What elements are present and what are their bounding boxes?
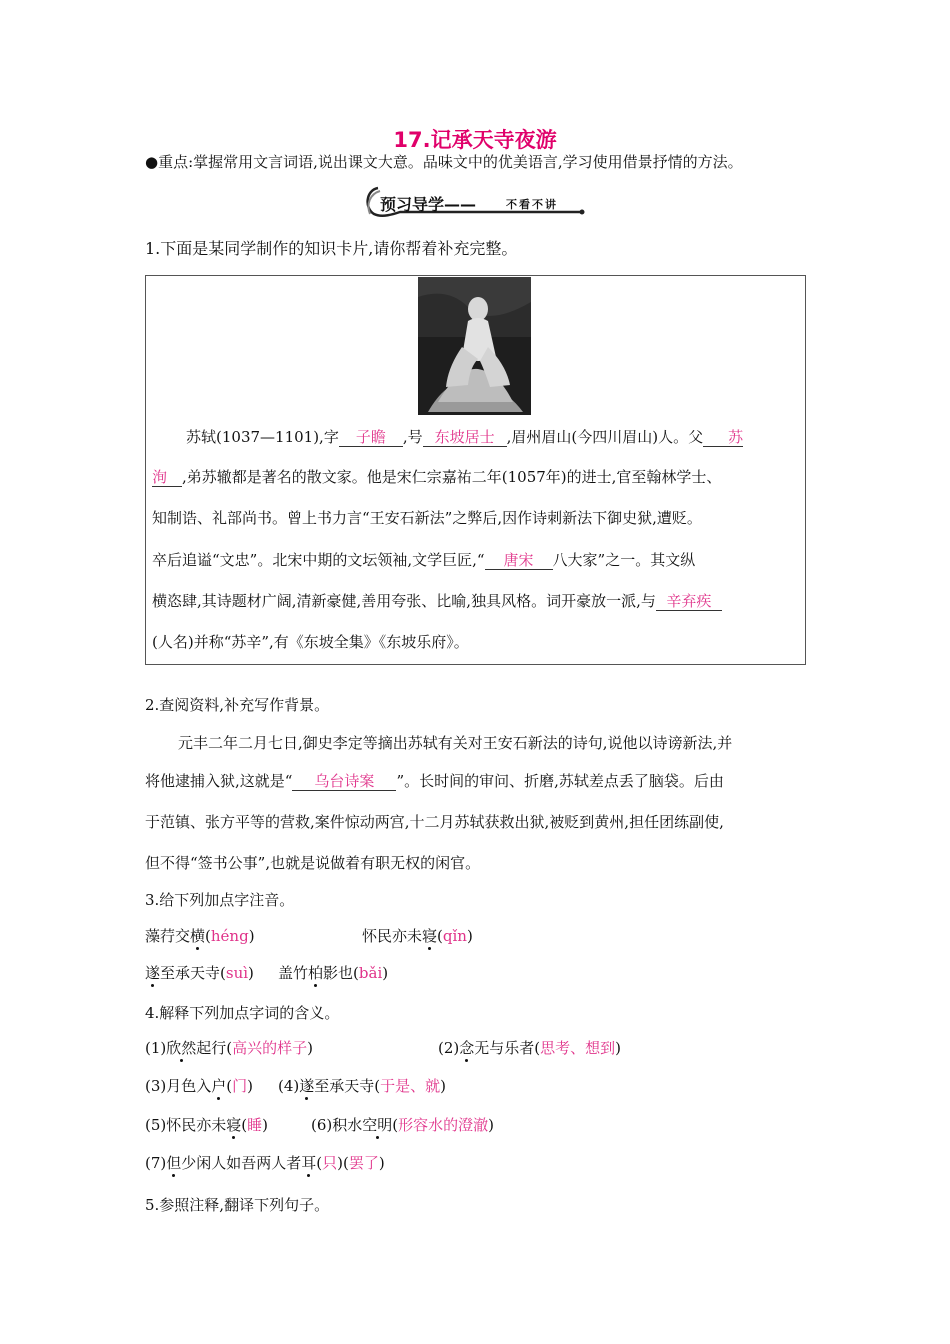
answer-meaning-3: 门: [232, 1077, 248, 1095]
answer-dynasties: 唐宋: [503, 551, 534, 569]
q4-item-3: (3)月色入户(门): [145, 1077, 253, 1095]
answer-pinyin-1: héng: [210, 927, 249, 945]
q2-line-4: 但不得“签书公事”,也就是说做着有职无权的闲官。: [145, 854, 481, 872]
answer-pinyin-3: suì: [225, 964, 249, 982]
q2-prompt: 2.查阅资料,补充写作背景。: [145, 696, 330, 714]
q4-item-6: (6)积水空明(形容水的澄澈): [311, 1116, 494, 1134]
answer-meaning-4: 于是、就: [380, 1077, 441, 1095]
answer-pinyin-2: qǐn: [442, 927, 467, 945]
answer-courtesy-name: 子瞻: [355, 428, 386, 446]
banner-main: 预习导学——: [380, 195, 477, 214]
answer-meaning-1: 高兴的样子: [232, 1039, 308, 1057]
answer-father-1: 苏: [728, 428, 744, 446]
bio-line-2: 洵 ,弟苏辙都是著名的散文家。他是宋仁宗嘉祐二年(1057年)的进士,官至翰林学士、: [152, 468, 722, 486]
answer-father-2: 洵: [152, 468, 168, 486]
q4-item-4: (4)遂至承天寺(于是、就): [278, 1077, 447, 1095]
answer-meaning-7b: 罢了: [348, 1154, 379, 1172]
q2-line-2: 将他逮捕入狱,这就是“ 乌台诗案 ”。长时间的审问、折磨,苏轼差点丢了脑袋。后由: [145, 772, 724, 790]
answer-meaning-2: 思考、想到: [540, 1039, 616, 1057]
q4-item-2: (2)念无与乐者(思考、想到): [438, 1039, 622, 1057]
q3-item-1: 藻荇交横(héng): [145, 927, 255, 945]
q3-item-3: 遂至承天寺(suì): [145, 964, 254, 982]
q3-prompt: 3.给下列加点字注音。: [145, 891, 295, 909]
bio-line-6: (人名)并称“苏辛”,有《东坡全集》《东坡乐府》。: [152, 633, 469, 651]
q2-line-3: 于范镇、张方平等的营救,案件惊动两宫,十二月苏轼获救出狱,被贬到黄州,担任团练副使,: [145, 813, 724, 831]
answer-pseudonym: 东坡居士: [434, 428, 495, 446]
answer-meaning-7a: 只: [322, 1154, 338, 1172]
page-title: 17.记承天寺夜游: [393, 128, 557, 152]
q4-item-7: (7)但少闲人如吾两人者耳(只)(罢了): [145, 1154, 385, 1172]
bio-line-1: 苏轼(1037—1101),字 子瞻 ,号 东坡居士 ,眉州眉山(今四川眉山)人。父 苏: [186, 428, 744, 446]
answer-meaning-5: 睡: [247, 1116, 263, 1134]
q4-item-5: (5)怀民亦未寝(睡): [145, 1116, 268, 1134]
q5-prompt: 5.参照注释,翻译下列句子。: [145, 1196, 330, 1214]
bio-line-5: 横恣肆,其诗题材广阔,清新豪健,善用夸张、比喻,独具风格。词开豪放一派,与 辛弃疾: [152, 591, 722, 611]
q3-item-2: 怀民亦未寝(qǐn): [362, 927, 473, 945]
section-banner: [360, 184, 590, 220]
banner-sub: 不看不讲: [506, 198, 558, 211]
answer-case: 乌台诗案: [314, 772, 375, 790]
bio-line-3: 知制诰、礼部尚书。曾上书力言“王安石新法”之弊后,因作诗刺新法下御史狱,遭贬。: [152, 509, 702, 527]
portrait-image: [418, 277, 531, 415]
focus-line: ●重点:掌握常用文言词语,说出课文大意。品味文中的优美语言,学习使用借景抒情的方法。: [145, 153, 743, 171]
answer-meaning-6: 形容水的澄澈: [398, 1116, 489, 1134]
q4-item-1: (1)欣然起行(高兴的样子): [145, 1039, 314, 1057]
q3-item-4: 盖竹柏影也(bǎi): [278, 964, 389, 982]
answer-poet: 辛弃疾: [666, 592, 712, 610]
answer-pinyin-4: bǎi: [358, 964, 383, 982]
bio-line-4: 卒后追谥“文忠”。北宋中期的文坛领袖,文学巨匠,“ 唐宋 八大家”之一。其文纵: [152, 551, 696, 569]
q2-line-1: 元丰二年二月七日,御史李定等摘出苏轼有关对王安石新法的诗句,说他以诗谤新法,并: [178, 734, 733, 752]
q1-prompt: 1.下面是某同学制作的知识卡片,请你帮着补充完整。: [145, 239, 518, 258]
q4-prompt: 4.解释下列加点字词的含义。: [145, 1004, 340, 1022]
